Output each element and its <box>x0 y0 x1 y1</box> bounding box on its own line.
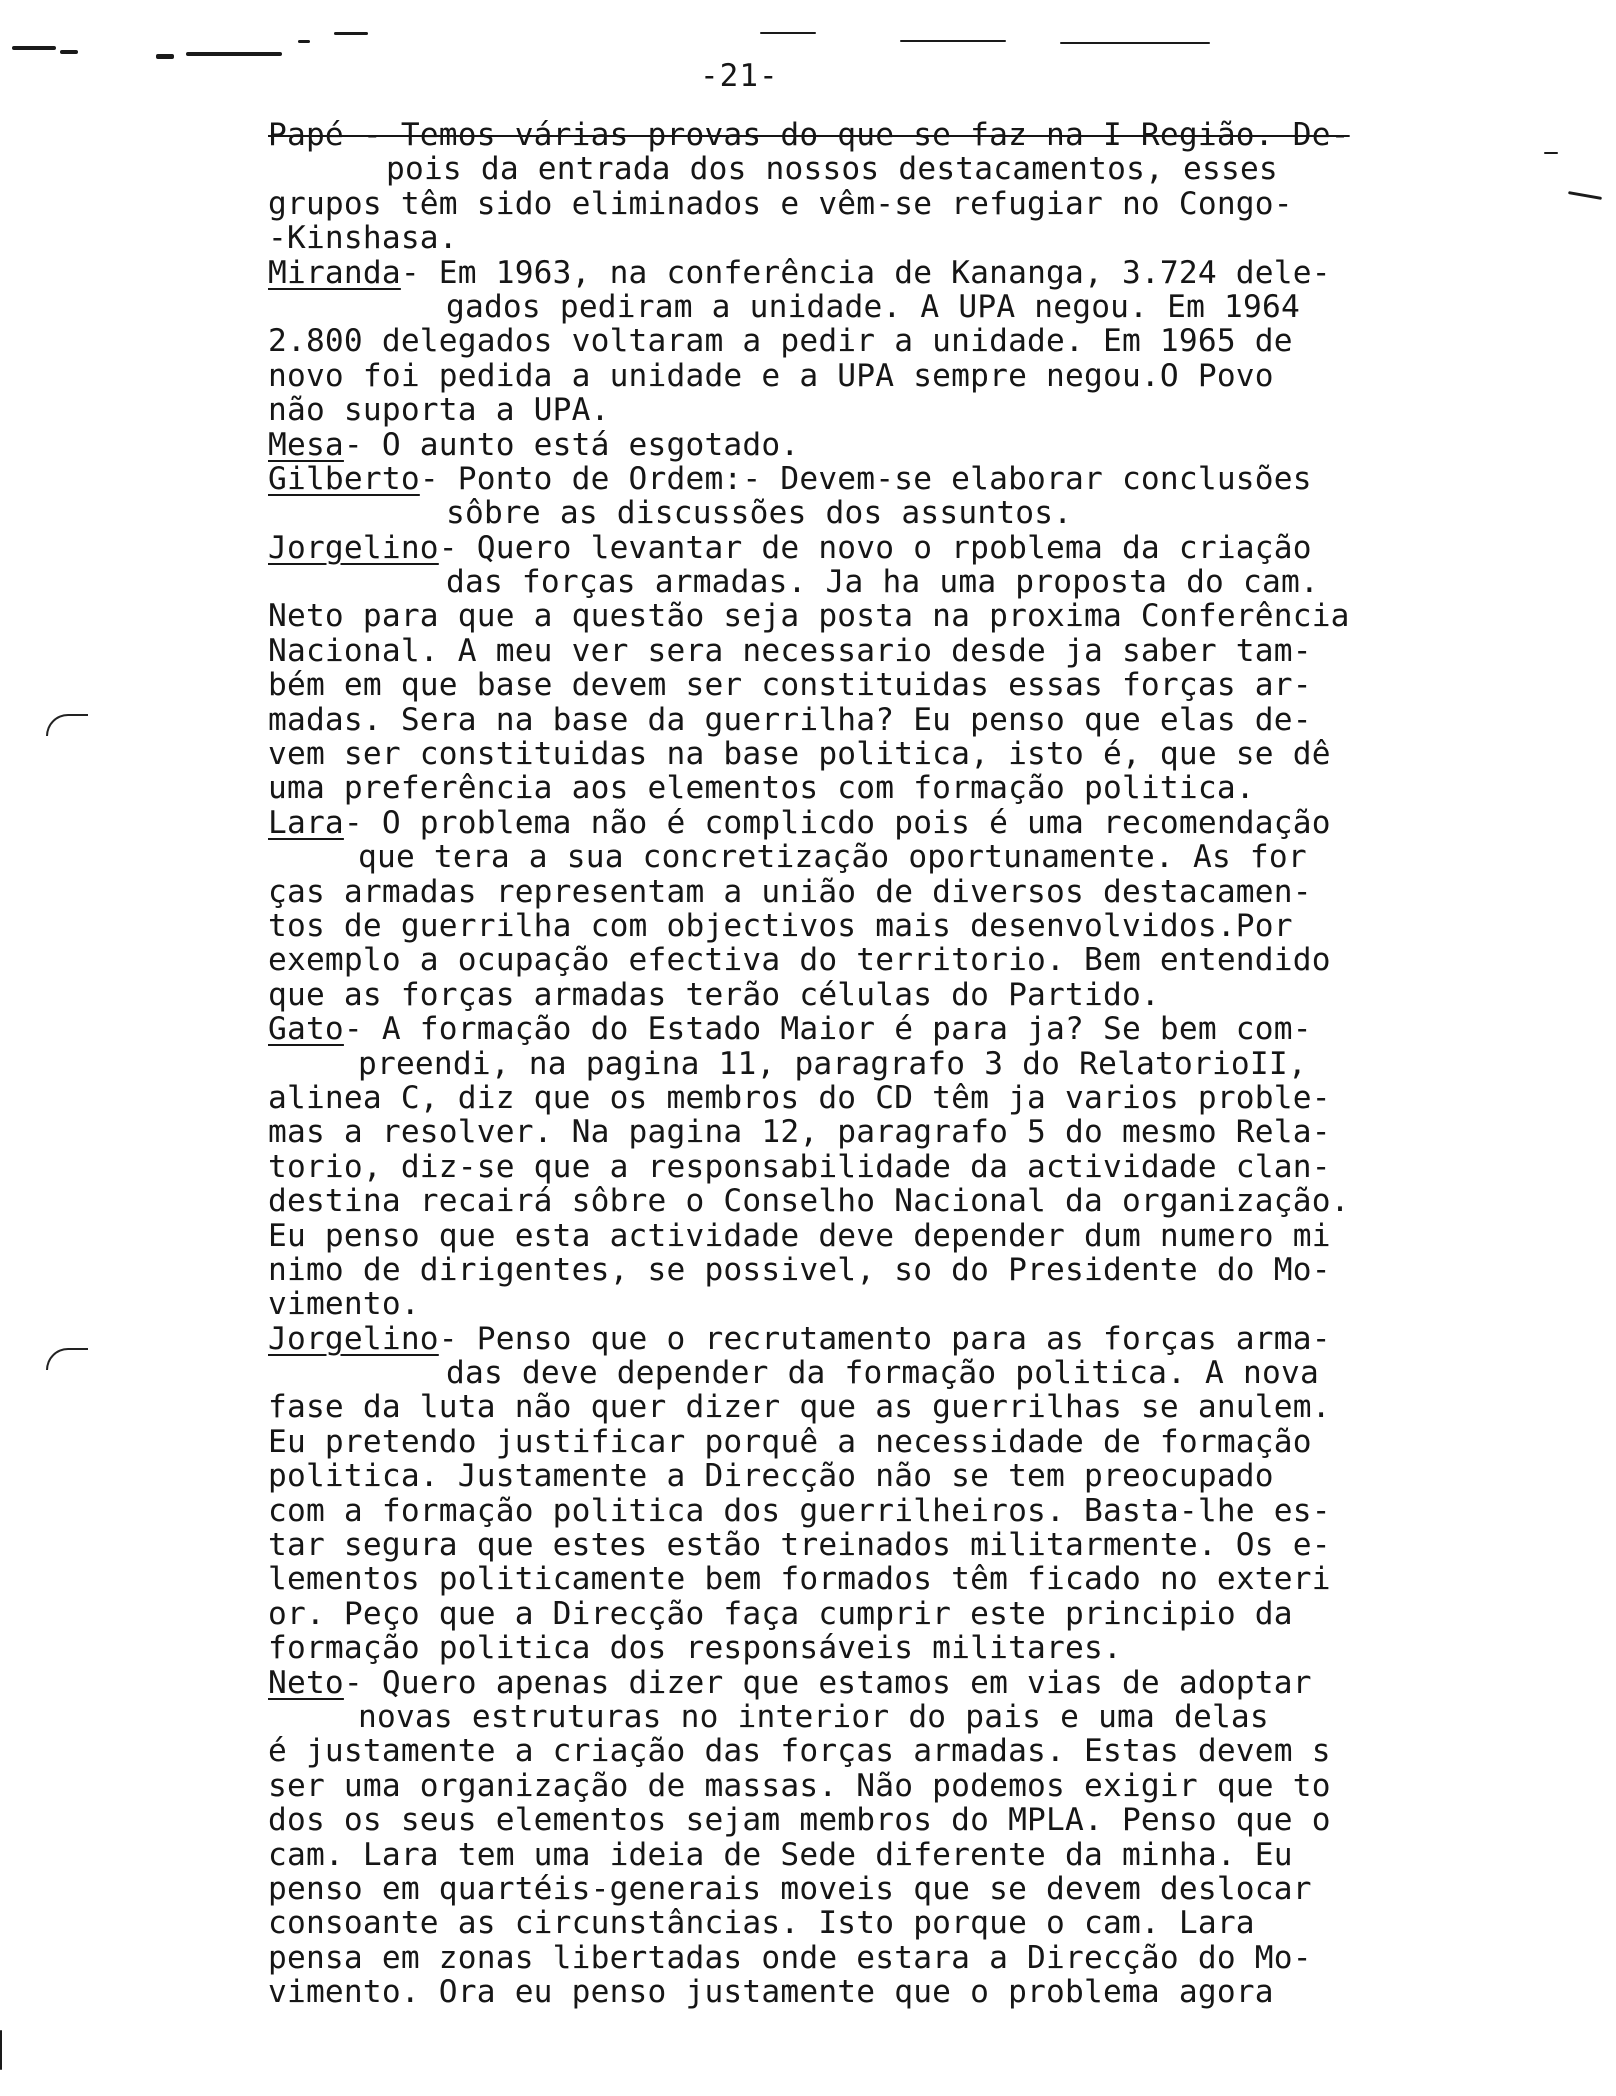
line-text: das forças armadas. Ja ha uma proposta do cam. <box>446 564 1319 601</box>
line-text: das deve depender da formação politica. A nova <box>446 1355 1319 1392</box>
text-line <box>268 909 1408 943</box>
line-text: or. Peço que a Direcção faça cumprir este principio da <box>268 1595 1293 1632</box>
scan-artifact <box>60 50 78 54</box>
line-text: nimo de dirigentes, se possivel, so do Presidente do Mo- <box>268 1251 1331 1288</box>
line-text: bém em que base devem ser constituidas essas forças ar- <box>268 667 1312 704</box>
text-line <box>268 1184 1408 1218</box>
scan-artifact <box>156 54 174 59</box>
line-text: Neto para que a questão seja posta na proxima Conferência <box>268 598 1350 635</box>
line-text: vimento. Ora eu penso justamente que o problema agora <box>268 1974 1274 2011</box>
text-line <box>268 1459 1408 1493</box>
line-text: tos de guerrilha com objectivos mais desenvolvidos.Por <box>268 907 1293 944</box>
text-line <box>268 1390 1408 1424</box>
line-text: gados pediram a unidade. A UPA negou. Em 1964 <box>446 288 1300 325</box>
margin-mark <box>46 714 88 736</box>
text-line <box>268 187 1408 221</box>
line-text: ças armadas representam a união de diversos destacamen- <box>268 873 1312 910</box>
text-line <box>268 324 1408 358</box>
scan-artifact <box>0 2030 2 2070</box>
speaker-name: Gato <box>268 1011 344 1048</box>
line-text: pensa em zonas libertadas onde estara a Direcção do Mo- <box>268 1939 1312 1976</box>
speaker-name: Jorgelino <box>268 1320 439 1357</box>
line-text: formação politica dos responsáveis militares. <box>268 1630 1122 1667</box>
text-line <box>268 1700 1408 1734</box>
text-line <box>268 1150 1408 1184</box>
text-line <box>268 634 1408 668</box>
line-text: vem ser constituidas na base politica, isto é, que se dê <box>268 736 1331 773</box>
speaker-line <box>268 531 1408 565</box>
text-line <box>268 737 1408 771</box>
line-text: com a formação politica dos guerrilheiros. Basta-lhe es- <box>268 1492 1331 1529</box>
text-line <box>268 1425 1408 1459</box>
transcript-body <box>268 118 1408 2009</box>
speaker-line <box>268 462 1408 496</box>
line-text: - O problema não é complicdo pois é uma recomendação <box>343 804 1331 841</box>
line-text: politica. Justamente a Direcção não se tem preocupado <box>268 1458 1274 1495</box>
speaker-line <box>268 806 1408 840</box>
text-line <box>268 1528 1408 1562</box>
text-line <box>268 1494 1408 1528</box>
text-line <box>268 1253 1408 1287</box>
line-text: Eu penso que esta actividade deve depender dum numero mi <box>268 1217 1331 1254</box>
line-text: alinea C, diz que os membros do CD têm ja varios proble- <box>268 1079 1331 1116</box>
text-line <box>268 1769 1408 1803</box>
text-line <box>268 359 1408 393</box>
text-line <box>268 840 1408 874</box>
scan-artifact <box>334 32 368 35</box>
line-text: mas a resolver. Na pagina 12, paragrafo 5 do mesmo Rela- <box>268 1114 1331 1151</box>
line-text: vimento. <box>268 1286 420 1323</box>
line-text: - Quero levantar de novo o rpoblema da criação <box>438 529 1312 566</box>
speaker-line <box>268 256 1408 290</box>
scan-artifact <box>900 40 1006 42</box>
line-text: - Quero apenas dizer que estamos em vias de adoptar <box>343 1664 1312 1701</box>
text-line <box>268 1631 1408 1665</box>
speaker-line <box>268 1012 1408 1046</box>
line-text: Nacional. A meu ver sera necessario desde ja saber tam- <box>268 632 1312 669</box>
text-line <box>268 1047 1408 1081</box>
line-text: uma preferência aos elementos com formação politica. <box>268 770 1255 807</box>
line-text: consoante as circunstâncias. Isto porque o cam. Lara <box>268 1905 1255 1942</box>
line-text: preendi, na pagina 11, paragrafo 3 do RelatorioII, <box>358 1045 1307 1082</box>
text-line <box>268 1872 1408 1906</box>
line-text: cam. Lara tem uma ideia de Sede diferente da minha. Eu <box>268 1836 1293 1873</box>
line-text: pois da entrada dos nossos destacamentos, esses <box>386 151 1278 188</box>
speaker-name: Gilberto <box>268 460 420 497</box>
speaker-name: Jorgelino <box>268 529 439 566</box>
text-line <box>268 1115 1408 1149</box>
scan-artifact <box>1060 42 1210 44</box>
line-text: - Penso que o recrutamento para as forças arma- <box>438 1320 1331 1357</box>
text-line <box>268 1287 1408 1321</box>
line-text: exemplo a ocupação efectiva do territorio. Bem entendido <box>268 942 1331 979</box>
text-line <box>268 668 1408 702</box>
line-text: tar segura que estes estão treinados militarmente. Os e- <box>268 1527 1331 1564</box>
text-line <box>268 1906 1408 1940</box>
line-text: torio, diz-se que a responsabilidade da actividade clan- <box>268 1148 1331 1185</box>
text-line <box>268 1081 1408 1115</box>
scan-artifact <box>1568 191 1602 200</box>
speaker-line <box>268 428 1408 462</box>
line-text: é justamente a criação das forças armadas. Estas devem s <box>268 1733 1331 1770</box>
text-line <box>268 599 1408 633</box>
speaker-line <box>268 1666 1408 1700</box>
scan-artifact <box>12 46 56 50</box>
scan-artifact <box>186 52 282 56</box>
text-line <box>268 1597 1408 1631</box>
line-text: não suporta a UPA. <box>268 392 610 429</box>
text-line <box>268 1838 1408 1872</box>
page-number: -21- <box>700 58 779 94</box>
text-line <box>268 496 1408 530</box>
line-text: grupos têm sido eliminados e vêm-se refugiar no Congo- <box>268 185 1293 222</box>
speaker-name: Neto <box>268 1664 344 1701</box>
speaker-name: Miranda <box>268 254 401 291</box>
text-line <box>268 703 1408 737</box>
line-text: destina recairá sôbre o Conselho Nacional da organização. <box>268 1183 1350 1220</box>
line-text: Eu pretendo justificar porquê a necessidade de formação <box>268 1423 1312 1460</box>
text-line <box>268 1356 1408 1390</box>
line-text: novo foi pedida a unidade e a UPA sempre negou.O Povo <box>268 357 1274 394</box>
text-line <box>268 1734 1408 1768</box>
text-line <box>268 152 1408 186</box>
speaker-line <box>268 1322 1408 1356</box>
text-line <box>268 290 1408 324</box>
text-line <box>268 1803 1408 1837</box>
line-text: que tera a sua concretização oportunamente. As for <box>358 839 1307 876</box>
line-text: ser uma organização de massas. Não podemos exigir que to <box>268 1767 1331 1804</box>
line-text: - Ponto de Ordem:- Devem-se elaborar conclusões <box>419 460 1312 497</box>
text-line <box>268 221 1408 255</box>
text-line <box>268 1941 1408 1975</box>
line-text: sôbre as discussões dos assuntos. <box>446 495 1073 532</box>
text-line <box>268 393 1408 427</box>
scan-artifact <box>760 32 816 34</box>
text-line <box>268 978 1408 1012</box>
line-text: madas. Sera na base da guerrilha? Eu penso que elas de- <box>268 701 1312 738</box>
line-text: Papé - Temos várias provas do que se faz na I Região. De- <box>268 117 1350 153</box>
scan-artifact <box>1544 152 1558 154</box>
text-line <box>268 565 1408 599</box>
line-text: penso em quartéis-generais moveis que se devem deslocar <box>268 1870 1312 1907</box>
line-text: lementos politicamente bem formados têm ficado no exteri <box>268 1561 1331 1598</box>
text-line <box>268 771 1408 805</box>
line-text: - O aunto está esgotado. <box>343 426 800 463</box>
line-text: fase da luta não quer dizer que as guerrilhas se anulem. <box>268 1389 1331 1426</box>
line-text: - Em 1963, na conferência de Kananga, 3.724 dele- <box>400 254 1331 291</box>
text-line <box>268 1562 1408 1596</box>
text-line <box>268 943 1408 977</box>
line-text: - A formação do Estado Maior é para ja? Se bem com- <box>343 1011 1312 1048</box>
line-text: que as forças armadas terão células do Partido. <box>268 976 1160 1013</box>
line-text: -Kinshasa. <box>268 220 458 257</box>
speaker-name: Mesa <box>268 426 344 463</box>
text-line <box>268 118 1408 152</box>
line-text: dos os seus elementos sejam membros do MPLA. Penso que o <box>268 1802 1331 1839</box>
text-line <box>268 1975 1408 2009</box>
margin-mark <box>46 1348 88 1370</box>
speaker-name: Lara <box>268 804 344 841</box>
text-line <box>268 875 1408 909</box>
scan-artifact <box>298 40 310 43</box>
line-text: 2.800 delegados voltaram a pedir a unidade. Em 1965 de <box>268 323 1293 360</box>
line-text: novas estruturas no interior do pais e uma delas <box>358 1698 1269 1735</box>
text-line <box>268 1219 1408 1253</box>
